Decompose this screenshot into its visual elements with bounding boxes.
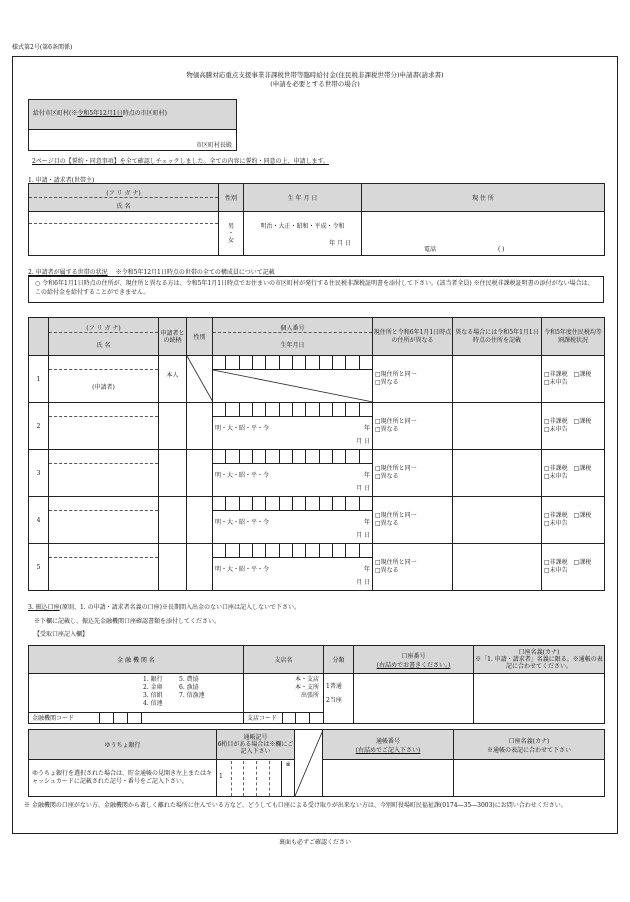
member-dob-input[interactable] bbox=[213, 558, 372, 590]
back-note: 裏面も必ずご確認ください bbox=[278, 839, 351, 846]
applicant-dob-ymd[interactable]: 年 月 日 bbox=[329, 239, 351, 247]
form-number: 様式第2号(第6条関係) bbox=[12, 44, 73, 51]
account-kana-input[interactable] bbox=[474, 674, 605, 724]
member-sex-input[interactable] bbox=[187, 497, 213, 544]
section2-heading: 2. 申請者が属する世帯の状況 bbox=[28, 269, 108, 276]
account-kana-header: 口座名義(カナ) bbox=[518, 649, 560, 656]
member-relation-input[interactable] bbox=[159, 497, 187, 544]
municipality-box bbox=[28, 99, 237, 151]
opt-diff-address[interactable]: □異なる bbox=[375, 567, 399, 574]
phone-paren[interactable]: ( ) bbox=[497, 246, 505, 253]
member-name-input[interactable] bbox=[49, 511, 158, 543]
branch-code-label: 支店コード bbox=[247, 715, 278, 722]
applicant-name-input[interactable] bbox=[29, 224, 218, 255]
yucho-number-cells[interactable] bbox=[323, 760, 454, 797]
address-label: 現 住 所 bbox=[362, 184, 605, 212]
yucho-symbol-header: 通帳記号 bbox=[243, 734, 268, 742]
bank-type-option[interactable]: 6. 漁協 bbox=[179, 684, 199, 691]
household-name-header: 氏 名 bbox=[96, 341, 111, 349]
opt-nontax[interactable]: □非課税 bbox=[544, 418, 568, 425]
year-label: 年 bbox=[363, 472, 370, 479]
opt-diff-address[interactable]: □異なる bbox=[375, 379, 399, 386]
branch-name-input[interactable] bbox=[244, 674, 323, 712]
household-furigana-header: (フ リ ガ ナ) bbox=[49, 319, 158, 333]
diagonal-strike bbox=[187, 356, 213, 402]
section3-note: ※下欄に記載し、振込先金融機関口座確認書類を添付してください。 bbox=[34, 618, 221, 625]
month-day-label: 月 日 bbox=[356, 579, 370, 586]
opt-same-address[interactable]: □現住所と同一 bbox=[375, 465, 417, 472]
bank-name-header: 金 融 機 関 名 bbox=[29, 646, 244, 674]
opt-tax[interactable]: □課税 bbox=[573, 559, 592, 566]
opt-same-address[interactable]: □現住所と同一 bbox=[375, 418, 417, 425]
bank-code-cells[interactable] bbox=[99, 713, 155, 723]
account-type-option[interactable]: 1普通 bbox=[326, 683, 342, 690]
yucho-header: ゆうちょ銀行 bbox=[29, 730, 217, 760]
section2-note: ○ 令和6年1月1日時点の住所が、現住所と異なる方は、令和5年1月1日時点でお住まいの市区町村が発行する住民税非課税証明書を添付して下さい。(該当者全員) ※住民税非課税証明書の添付がない場合は、この給付金を給付することができません。 bbox=[28, 276, 604, 303]
member-name-input[interactable] bbox=[49, 417, 158, 449]
opt-nontax[interactable]: □非課税 bbox=[544, 559, 568, 566]
account-number-hint: (右詰めでお書きください。) bbox=[376, 661, 451, 669]
opt-same-address[interactable]: □現住所と同一 bbox=[375, 512, 417, 519]
opt-same-address[interactable]: □現住所と同一 bbox=[375, 371, 417, 378]
household-sex-header: 性別 bbox=[187, 318, 213, 356]
applicant-sex-options[interactable]: 男 ・ 女 bbox=[219, 212, 244, 256]
prev-address-input[interactable] bbox=[453, 356, 542, 403]
opt-nontax[interactable]: □非課税 bbox=[544, 371, 568, 378]
yucho-number-hint: (右詰めでご記入下さい) bbox=[355, 746, 421, 754]
mynumber-cells[interactable] bbox=[213, 450, 372, 464]
section3-heading-rest: (原則、1. の申請・請求者名義の口座)※長期間入出金のない口座は記入しないで下さい。 bbox=[59, 604, 300, 611]
relation-header: 申請者との続柄 bbox=[159, 318, 187, 356]
bank-type-option[interactable]: 4. 信連 bbox=[143, 700, 163, 707]
bank-code-label: 金融機関コード bbox=[32, 715, 75, 722]
account-form-label: 【受取口座記入欄】 bbox=[34, 631, 89, 638]
opt-diff-address[interactable]: □異なる bbox=[375, 426, 399, 433]
bank-type-col2[interactable] bbox=[179, 676, 205, 700]
diagonal-strike bbox=[295, 730, 323, 796]
diagonal-strike bbox=[213, 370, 373, 402]
member-dob-input[interactable] bbox=[213, 464, 372, 496]
account-number-cells[interactable] bbox=[354, 674, 474, 724]
prev-address-input[interactable] bbox=[453, 497, 542, 544]
member-name-input[interactable] bbox=[49, 558, 158, 590]
phone-label: 電話 bbox=[424, 246, 437, 253]
yucho-star: ※ bbox=[285, 760, 291, 768]
section2-heading-note: ※令和5年12月1日時点の世帯の全ての構成員について記載 bbox=[115, 269, 275, 276]
yucho-table bbox=[28, 729, 605, 797]
year-label: 年 bbox=[363, 425, 370, 432]
era-options: 明・大・昭・平・令 bbox=[215, 472, 270, 479]
opt-undeclared[interactable]: □未申告 bbox=[544, 567, 568, 574]
month-day-label: 月 日 bbox=[356, 438, 370, 445]
yucho-number-header: 通帳番号 bbox=[375, 737, 400, 745]
applicant-furigana-input[interactable] bbox=[29, 212, 218, 224]
member-furigana-input[interactable] bbox=[49, 403, 158, 417]
mynumber-header: 個人番号 bbox=[213, 319, 372, 333]
household-dob-header: 生年月日 bbox=[280, 341, 305, 349]
addr-differs-header: 現住所と令和6年1月1日時点の住所が異なる bbox=[373, 318, 453, 356]
opt-diff-address[interactable]: □異なる bbox=[375, 520, 399, 527]
type-header: 分類 bbox=[324, 646, 354, 674]
household-table bbox=[28, 317, 605, 591]
row-number: 3 bbox=[29, 450, 49, 497]
yucho-kana-header: 口座名義(カナ) bbox=[508, 737, 550, 745]
member-name-input[interactable] bbox=[49, 464, 158, 496]
branch-code-cells[interactable] bbox=[282, 713, 323, 723]
mynumber-cells[interactable] bbox=[213, 356, 372, 370]
opt-undeclared[interactable]: □未申告 bbox=[544, 379, 568, 386]
bank-type-option[interactable]: 5. 農協 bbox=[179, 676, 199, 683]
yucho-one: 1 bbox=[217, 761, 232, 796]
section1-heading: 1. 申請・請求者(世帯主) bbox=[28, 177, 95, 184]
bank-table bbox=[28, 645, 605, 724]
member-relation-input[interactable] bbox=[159, 450, 187, 497]
opt-same-address[interactable]: □現住所と同一 bbox=[375, 559, 417, 566]
municipality-label-prefix: 給付市区町村(※ bbox=[33, 110, 78, 117]
era-options: 明・大・昭・平・令 bbox=[215, 425, 270, 432]
opt-nontax[interactable]: □非課税 bbox=[544, 465, 568, 472]
account-type-option[interactable]: 2当座 bbox=[326, 697, 342, 704]
bank-type-option[interactable]: 2. 金庫 bbox=[143, 684, 163, 691]
account-number-header: 口座番号 bbox=[401, 652, 426, 660]
branch-type-option[interactable]: 出張所 bbox=[300, 692, 319, 699]
prev-address-input[interactable] bbox=[453, 403, 542, 450]
member-sex-input[interactable] bbox=[187, 450, 213, 497]
sex-label: 性別 bbox=[219, 184, 244, 212]
era-options: 明・大・昭・平・令 bbox=[215, 566, 270, 573]
applicant-address-input[interactable] bbox=[362, 212, 605, 256]
consent-text: 2ページ目の【誓約・同意事項】を全て確認しチェックしました。全ての内容に誓約・同意の上、申請します。 bbox=[32, 158, 330, 165]
bank-type-option[interactable]: 7. 信漁連 bbox=[179, 692, 205, 699]
bank-name-input[interactable] bbox=[29, 674, 243, 712]
member-relation-input[interactable] bbox=[159, 544, 187, 591]
branch-type-option[interactable]: 本・支店 bbox=[294, 676, 319, 683]
applicant-table bbox=[28, 183, 605, 256]
opt-tax[interactable]: □課税 bbox=[573, 465, 592, 472]
member-dob-input[interactable] bbox=[213, 417, 372, 449]
row-number: 4 bbox=[29, 497, 49, 544]
month-day-label: 月 日 bbox=[356, 485, 370, 492]
prev-address-input[interactable] bbox=[453, 450, 542, 497]
member-furigana-input[interactable] bbox=[49, 497, 158, 511]
opt-nontax[interactable]: □非課税 bbox=[544, 512, 568, 519]
section3-heading: 3. 振込口座 bbox=[28, 604, 60, 611]
account-kana-note: ※「1. 申請・請求者」名義に限る。※通帳の表記に合わせてください。 bbox=[475, 656, 603, 670]
table-row bbox=[29, 450, 605, 497]
yucho-symbol-cells[interactable] bbox=[217, 761, 294, 796]
yucho-symbol-note: 6桁目がある場合は※欄にご記入下さい bbox=[217, 741, 294, 756]
footer-note: ※ 金融機関の口座がない方、金融機関から著しく離れた場所に住んでいる方など、どうしても口座による受け取りが出来ない方は、今別町役場町民福祉課(0174―35―3003)にお問い合わせください。 bbox=[24, 802, 567, 809]
member-sex-input[interactable] bbox=[187, 544, 213, 591]
table-row bbox=[29, 403, 605, 450]
member-relation-input[interactable] bbox=[159, 403, 187, 450]
prev-address-input[interactable] bbox=[453, 544, 542, 591]
tax-status-header: 令和5年度住民税均等割課税状況 bbox=[542, 318, 605, 356]
table-row bbox=[29, 497, 605, 544]
furigana-label: (フ リ ガ ナ) bbox=[29, 185, 218, 198]
municipality-label-suffix: 時点の市区町村) bbox=[122, 110, 167, 117]
mynumber-cells[interactable] bbox=[213, 403, 372, 417]
era-options: 明・大・昭・平・令 bbox=[215, 519, 270, 526]
opt-tax[interactable]: □課税 bbox=[573, 512, 592, 519]
yucho-kana-input[interactable] bbox=[454, 760, 605, 797]
member-dob-input[interactable] bbox=[213, 511, 372, 543]
yucho-description: ゆうちょ銀行を選択された場合は、貯金通帳の見開き左上またはキャッシュカードに記載された記号・番号をご記入下さい。 bbox=[29, 760, 217, 797]
member-furigana-input[interactable] bbox=[49, 356, 158, 370]
member-furigana-input[interactable] bbox=[49, 544, 158, 558]
opt-undeclared[interactable]: □未申告 bbox=[544, 426, 568, 433]
table-row bbox=[29, 544, 605, 591]
row-number: 2 bbox=[29, 403, 49, 450]
mynumber-cells[interactable] bbox=[213, 544, 372, 558]
bank-type-col1[interactable] bbox=[143, 676, 163, 708]
prev-address-header: 異なる場合には令和5年1月1日時点の住所を記載 bbox=[453, 318, 542, 356]
bank-type-option[interactable]: 1. 銀行 bbox=[143, 676, 163, 683]
branch-type-option[interactable]: 本・支所 bbox=[294, 684, 319, 691]
opt-tax[interactable]: □課税 bbox=[573, 418, 592, 425]
opt-tax[interactable]: □課税 bbox=[573, 371, 592, 378]
applicant-era-options[interactable]: 明治・大正・昭和・平成・令和 bbox=[260, 222, 345, 230]
opt-undeclared[interactable]: □未申告 bbox=[544, 520, 568, 527]
dob-label: 生 年 月 日 bbox=[244, 184, 362, 212]
month-day-label: 月 日 bbox=[356, 532, 370, 539]
applicant-row-label: (申請者) bbox=[92, 384, 115, 391]
yucho-kana-note: ※通帳の表記に合わせて下さい bbox=[486, 746, 571, 754]
row-number: 5 bbox=[29, 544, 49, 591]
member-sex-input[interactable] bbox=[187, 403, 213, 450]
table-row bbox=[29, 356, 605, 403]
opt-diff-address[interactable]: □異なる bbox=[375, 473, 399, 480]
name-label: 氏 名 bbox=[116, 202, 131, 210]
opt-undeclared[interactable]: □未申告 bbox=[544, 473, 568, 480]
mayor-label: 市区町村長殿 bbox=[195, 142, 232, 149]
page-title: 物価高騰対応重点支援事業非課税世帯等臨時給付金(住民税非課税世帯分)申請書(請求書) bbox=[186, 71, 444, 79]
row-number: 1 bbox=[29, 356, 49, 403]
page-subtitle: (申請を必要とする世帯の場合) bbox=[270, 80, 360, 88]
bank-type-option[interactable]: 3. 信組 bbox=[143, 692, 163, 699]
applicant-relation: 本人 bbox=[159, 356, 187, 403]
member-furigana-input[interactable] bbox=[49, 450, 158, 464]
branch-header: 支店名 bbox=[244, 646, 324, 674]
year-label: 年 bbox=[363, 519, 370, 526]
municipality-label-date: 令和5年12月1日 bbox=[77, 110, 123, 117]
year-label: 年 bbox=[363, 566, 370, 573]
mynumber-cells[interactable] bbox=[213, 497, 372, 511]
